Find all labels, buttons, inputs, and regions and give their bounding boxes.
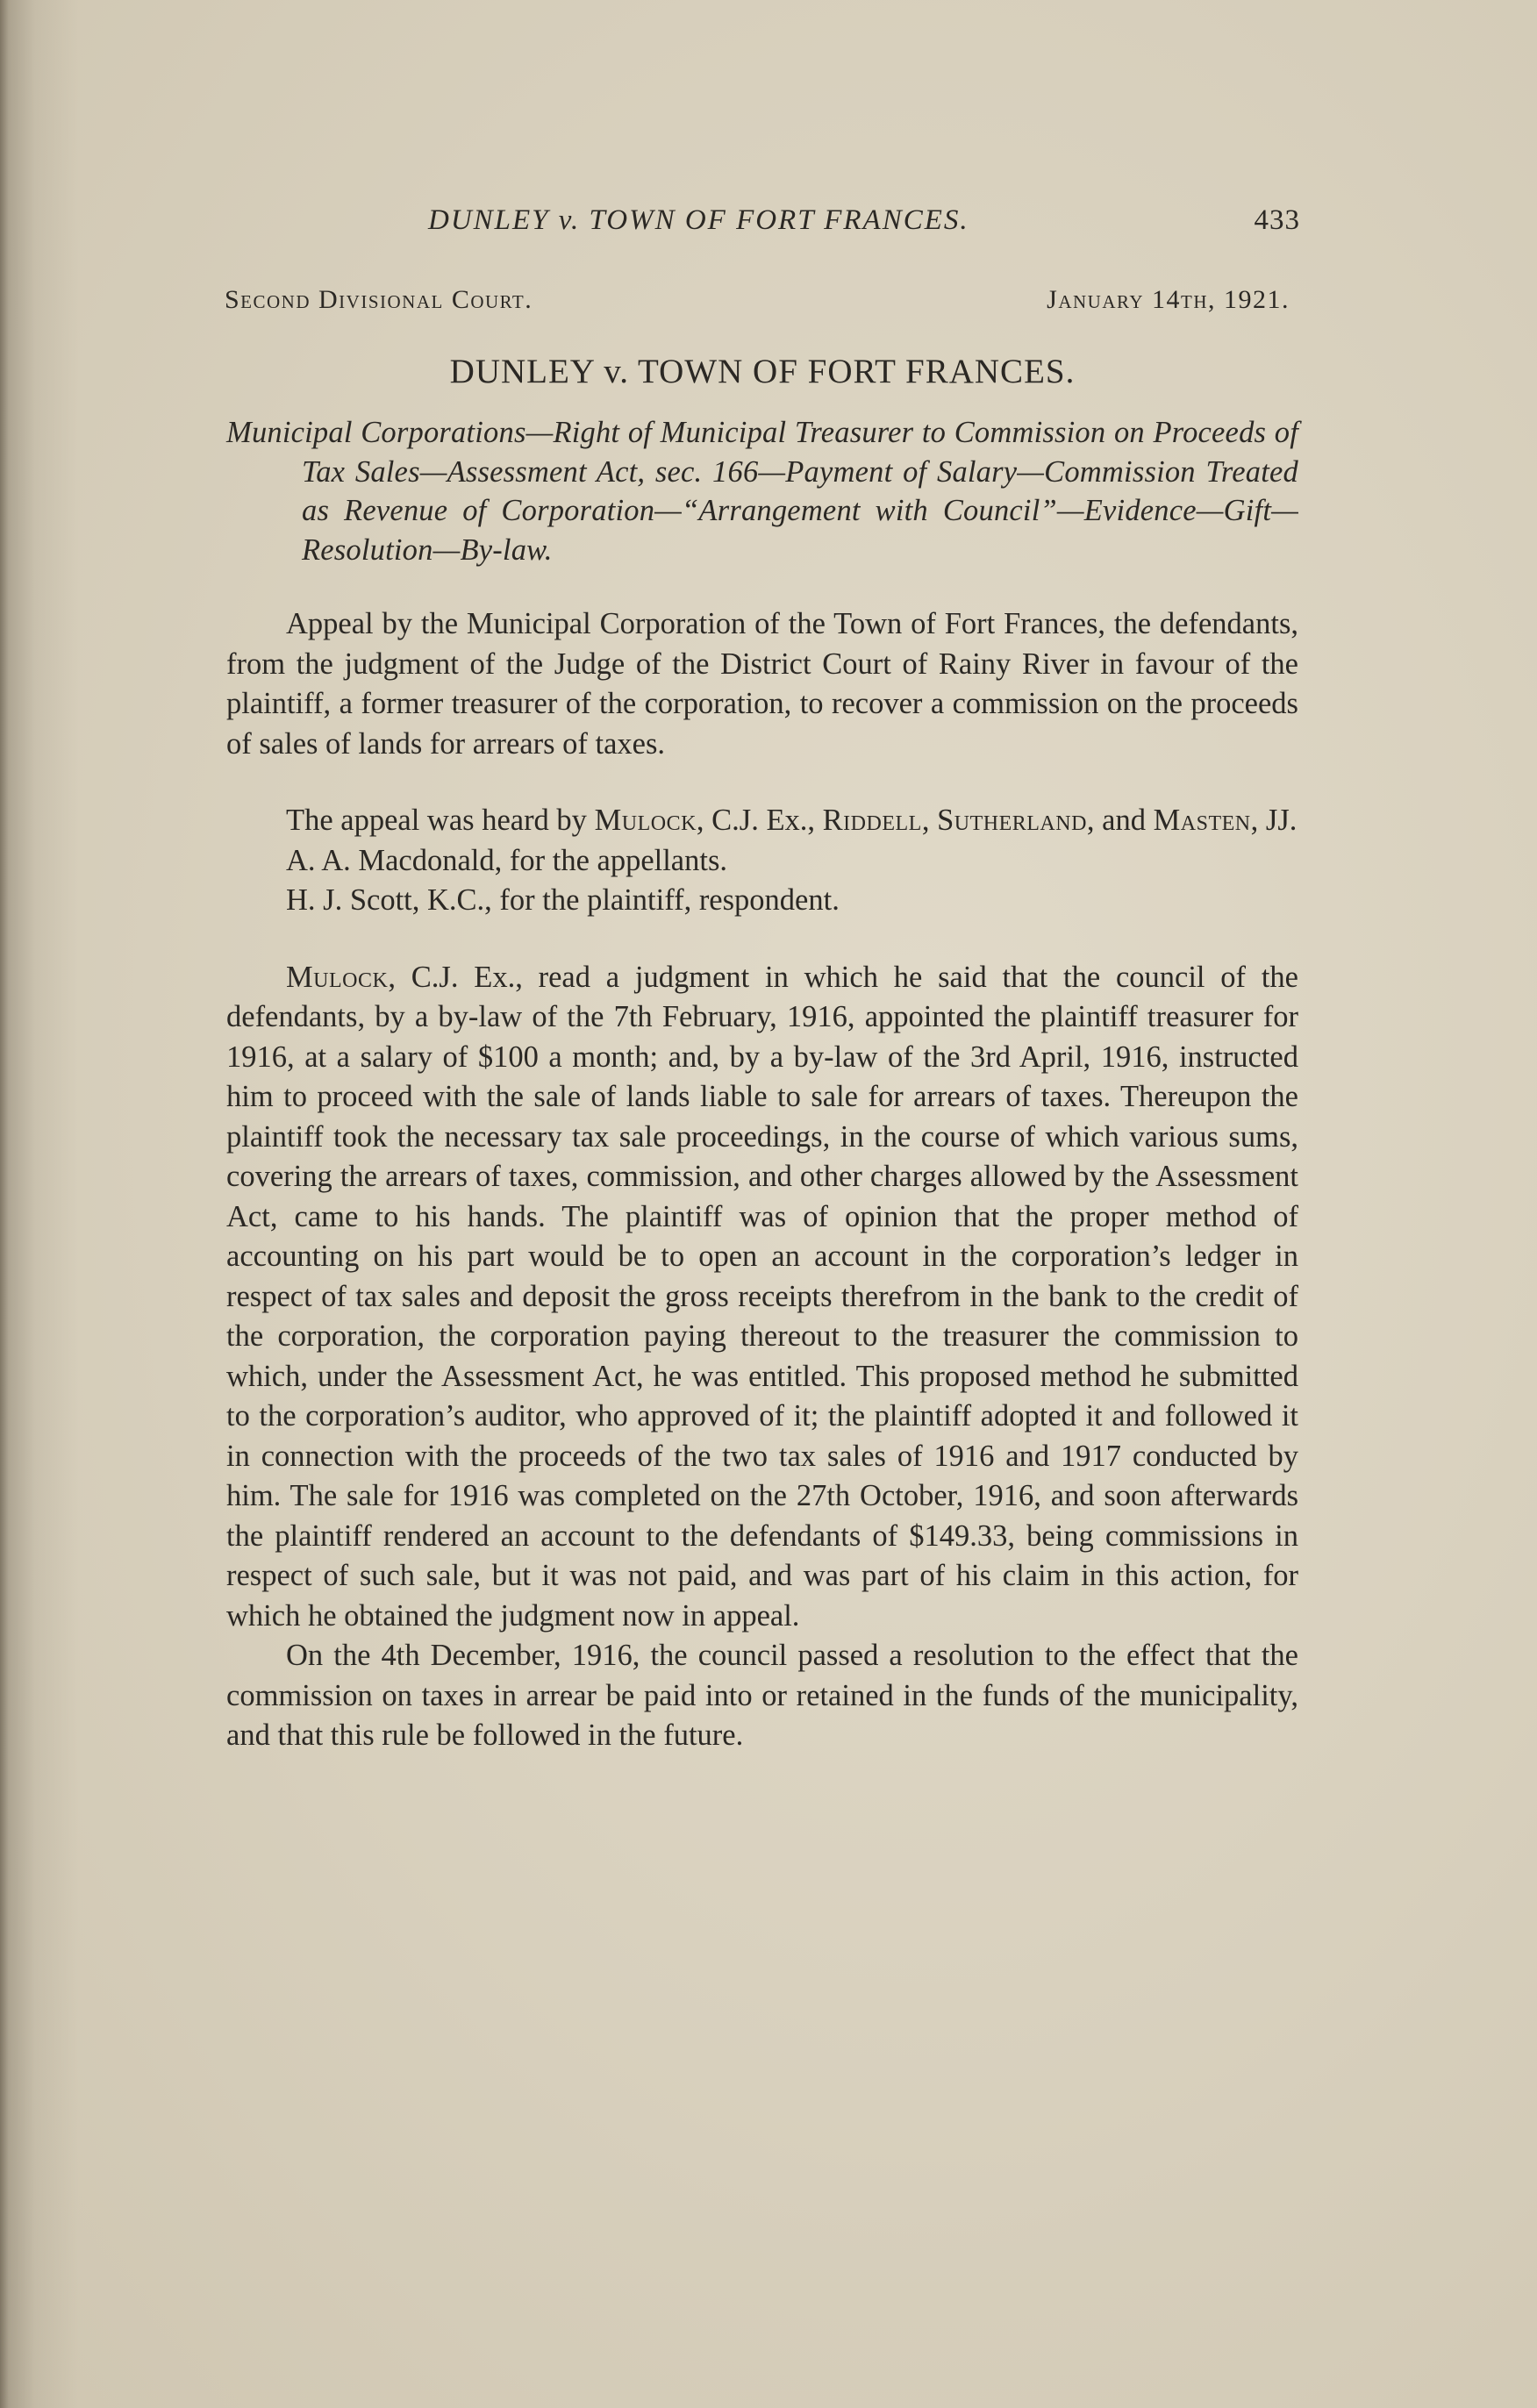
hearing-closing: , JJ. [1250, 804, 1298, 837]
judgment-paragraph: On the 4th December, 1916, the council passed a resolution to the effect that the commission on taxes in arrear be paid into or retained in the funds of the municipality, and that this rule be followed in the future. [226, 1639, 1298, 1752]
page-number: 433 [1254, 204, 1300, 236]
judgment-paragraph [226, 958, 1298, 1637]
court-line [226, 285, 1298, 338]
counsel-line: H. J. Scott, K.C., for the plaintiff, respondent. [286, 883, 840, 917]
judge-title: , C.J. Ex., [696, 804, 823, 837]
judge-name: Riddell [822, 804, 922, 837]
headnote: Municipal Corporations—Right of Municipal Treasurer to Commission on Proceeds of Tax Sales—Assessment Act, sec. 166—Payment of Salary—Commission Treated as Revenue of Corporation—“Arrangement with Council”—Evidence—Gift—Resolution—By-law. [226, 416, 1298, 567]
page-content [226, 197, 1298, 1756]
running-head [226, 197, 1298, 247]
running-head-title: DUNLEY v. TOWN OF FORT FRANCES. [428, 204, 969, 236]
separator: , and [1086, 804, 1154, 837]
hearing-paragraph [226, 801, 1298, 841]
case-title: DUNLEY v. TOWN OF FORT FRANCES. [449, 353, 1076, 390]
counsel-line: A. A. Macdonald, for the appellants. [286, 843, 727, 877]
judgment-text: , C.J. Ex., read a judgment in which he said that the council of the defendants, by a by-law of the 7th February, 1916, appointed the plaintiff treasurer for 1916, at a salary of $100 a month; and, by a by-law of the 3rd April, 1916, instructed him to proceed with the sale of lands liable to sale for arrears of taxes. Thereupon the plaintiff took the necessary tax sale proceedings, in the course of which various sums, covering the arrears of taxes, commission, and other charges allowed by the Assessment Act, came to his hands. The plaintiff was of opinion that the proper method of accounting on his part would be to open an account in the corporation’s ledger in respect of tax sales and deposit the gross receipts therefrom in the bank to the credit of the corporation, the corporation paying thereout to the treasurer the commission to which, under the Assessment Act, he was entitled. This proposed method he submitted to the corporation’s auditor, who approved of it; the plaintiff adopted it and followed it in connection with the proceeds of the two tax sales of 1916 and 1917 conducted by him. The sale for 1916 was completed on the 27th October, 1916, and soon afterwards the plaintiff rendered an account to the defendants of $149.33, being commissions in respect of such sale, but it was not paid, and was part of his claim in this action, for which he obtained the judgment now in appeal. [226, 960, 1298, 1633]
judgment-date: January 14th, 1921. [1047, 285, 1290, 314]
judge-speaker: Mulock [286, 960, 389, 994]
judge-name: Sutherland [937, 804, 1087, 837]
judge-name: Mulock [594, 804, 697, 837]
hearing-intro: The appeal was heard by [286, 804, 595, 837]
court-name: Second Divisional Court. [225, 285, 533, 314]
appeal-paragraph: Appeal by the Municipal Corporation of the Town of Fort Frances, the defendants, from the judgment of the Judge of the District Court of Rainy River in favour of the plaintiff, a former treasurer of the corporation, to recover a commission on the proceeds of sales of lands for arrears of taxes. [226, 607, 1298, 761]
separator: , [921, 804, 938, 837]
judge-name: Masten [1153, 804, 1251, 837]
